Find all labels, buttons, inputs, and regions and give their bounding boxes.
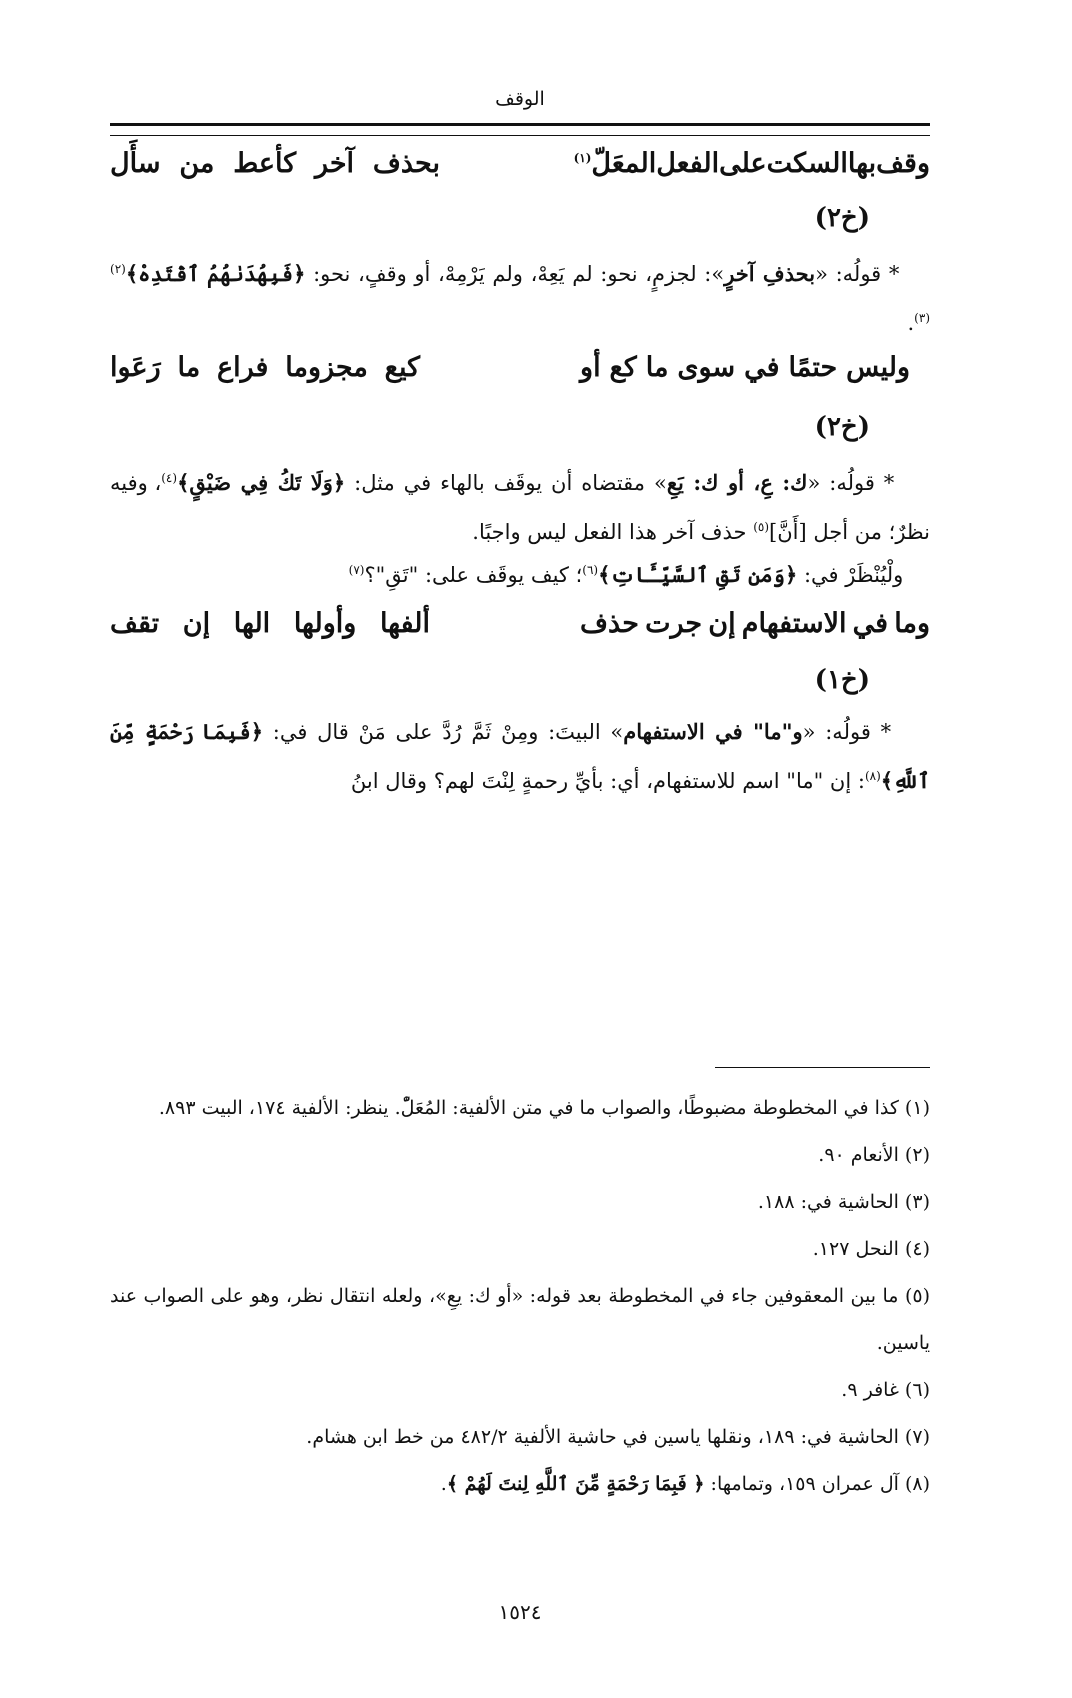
footnote: (٧) الحاشية في: ١٨٩، ونقلها ياسين في حاشية الألفية ٤٨٢/٢ من خط ابن هشام. (306, 1426, 930, 1448)
verse-word: على (719, 148, 767, 179)
manuscript-tag: (خ٢) (814, 203, 870, 233)
verse-word: كأعط (233, 148, 297, 179)
commentary-paragraph: * قولُه: «بحذفِ آخرٍ»: لجزمٍ، نحو: لم يَعِهْ، ولم يَرْمِهْ، أو وقفٍ، نحو: ﴿فَبِهُدَىٰهُمُ ٱقْتَدِهْ﴾$^{(٢)(٣)}$. (110, 261, 930, 335)
verse-first-hemistich (573, 148, 930, 179)
verse-word: آخر (314, 148, 355, 179)
verse-first-hemistich (580, 608, 930, 639)
verse-line (110, 148, 930, 179)
quran-quote: ﴿وَلَا تَكُ فِي ضَيْقٍ﴾ (177, 470, 346, 495)
verse-word: سأَل (110, 148, 161, 179)
footnote-ref: (٨) (864, 769, 881, 783)
quran-quote: ﴿وَمَن تَقِ ٱلسَّيِّـَٔاتِ﴾ (598, 562, 798, 587)
footnote-ref: (١) (573, 151, 592, 165)
verse-word: كع (609, 352, 637, 383)
verse-word: الفعل (656, 148, 720, 179)
footnote: (٤) النحل ١٢٧. (812, 1238, 930, 1260)
header-rule-thin (110, 135, 930, 136)
commentary-paragraph: * قولُه: «و"ما" في الاستفهام» البيتَ: ومِنْ ثَمَّ رُدَّ على مَنْ قال في: ﴿فَبِمَا رَحْمَةٍ مِّنَ ٱللَّهِ﴾$^{(٨)}$: إن "ما" اسم للاستفهام، أي: بأيِّ رحمةٍ لِنْتَ لهم؟ وقال ابنُ (110, 719, 930, 793)
verse-word: مجزوما (285, 352, 368, 383)
manuscript-tag: (خ٢) (814, 412, 870, 442)
verse-word: وأولها (293, 608, 357, 639)
footnote-ref: (٤) (161, 471, 178, 485)
verse-second-hemistich (110, 608, 430, 639)
footnote-ref: (٢) (110, 262, 126, 276)
commentary-paragraph: ولْيُنْظَرْ في: ﴿وَمَن تَقِ ٱلسَّيِّـَٔاتِ﴾$^{(٦)}$؛ كيف يوقَف على: "تَقِ"؟$^{(٧)}$ (348, 562, 904, 587)
footnote: (٢) الأنعام ٩٠. (818, 1144, 930, 1166)
quran-quote: ﴿فَبِهُدَىٰهُمُ ٱقْتَدِهْ﴾ (125, 261, 306, 286)
footnote: (١) كذا في المخطوطة مضبوطًا، والصواب ما في متن الألفية: المُعَلّْ. ينظر: الألفية ١٧٤، البيت ٨٩٣. (158, 1097, 930, 1119)
verse-second-hemistich (110, 148, 440, 179)
footnote: (٨) آل عمران ١٥٩، وتمامها: ﴿ فَبِمَا رَحْمَةٍ مِّنَ ٱللَّهِ لِنتَ لَهُمْ ﴾. (440, 1473, 930, 1495)
verse-word: بحذف (372, 148, 440, 179)
verse-word: من (179, 148, 215, 179)
footnote-separator (715, 1067, 930, 1068)
verse-word: بها (847, 148, 877, 179)
verse-word: حذف (580, 608, 639, 639)
verse-word: وما (894, 608, 930, 639)
verse-word: ما (645, 352, 669, 383)
footnote: (٦) غافر ٩. (841, 1379, 930, 1401)
verse-line (110, 352, 910, 383)
verse-word: وليس (846, 352, 910, 383)
book-page (110, 0, 930, 1698)
footnote: (٥) ما بين المعقوفين جاء في المخطوطة بعد قوله: «أو ك: يعِ»، ولعله انتقال نظر، وهو على الصواب عند ياسين. (110, 1285, 930, 1354)
footnote-ref: (٣) (914, 311, 930, 325)
verse-word: حتمًا (788, 352, 838, 383)
running-title: الوقف (495, 88, 545, 110)
quran-quote: ﴿ فَبِمَا رَحْمَةٍ مِّنَ ٱللَّهِ لِنتَ لَهُمْ ﴾ (446, 1473, 705, 1495)
verse-word: تقف (110, 608, 160, 639)
verse-word: ألفها (379, 608, 430, 639)
verse-word: السكت (766, 148, 848, 179)
verse-word: إن (182, 608, 211, 639)
commentary-paragraph: * قولُه: «ك: عِ، أو ك: يَعِ» مقتضاه أن يوقَف بالهاء في مثل: ﴿وَلَا تَكُ فِي ضَيْقٍ﴾$^{(٤)}$، وفيه نظرٌ؛ من أجل [أَنَّ]$^{(٥)}$ حذف آخر هذا الفعل ليس واجبًا. (110, 470, 930, 544)
verse-word: في (852, 608, 889, 639)
verse-word: الها (233, 608, 271, 639)
page-number: ١٥٢٤ (498, 1600, 542, 1624)
verse-word: إن (708, 608, 736, 639)
verse-first-hemistich (580, 352, 910, 383)
verse-word: ما (177, 352, 201, 383)
quran-quote: ﴿فَبِمَا رَحْمَةٍ مِّنَ ٱللَّهِ﴾ (110, 719, 930, 793)
verse-word: رَعَوا (110, 352, 161, 383)
verse-word: جرت (645, 608, 703, 639)
verse-word: الاستفهام (741, 608, 847, 639)
verse-line (110, 608, 930, 639)
header-rule-thick (110, 123, 930, 126)
verse-word: فراع (217, 352, 269, 383)
footnote-ref: (٦) (582, 563, 599, 577)
verse-word: أو (580, 352, 601, 383)
verse-word: المعَلّ$^{(١)}$ (573, 148, 657, 179)
manuscript-tag: (خ١) (814, 665, 870, 695)
footnote: (٣) الحاشية في: ١٨٨. (757, 1191, 930, 1213)
footnotes (110, 1085, 930, 1508)
footnote-ref: (٥) (753, 520, 770, 534)
verse-word: وقف (876, 148, 930, 179)
verse-word: في (744, 352, 780, 383)
verse-second-hemistich (110, 352, 420, 383)
verse-word: كيع (384, 352, 420, 383)
footnote-ref: (٧) (348, 563, 365, 577)
verse-word: سوى (677, 352, 736, 383)
